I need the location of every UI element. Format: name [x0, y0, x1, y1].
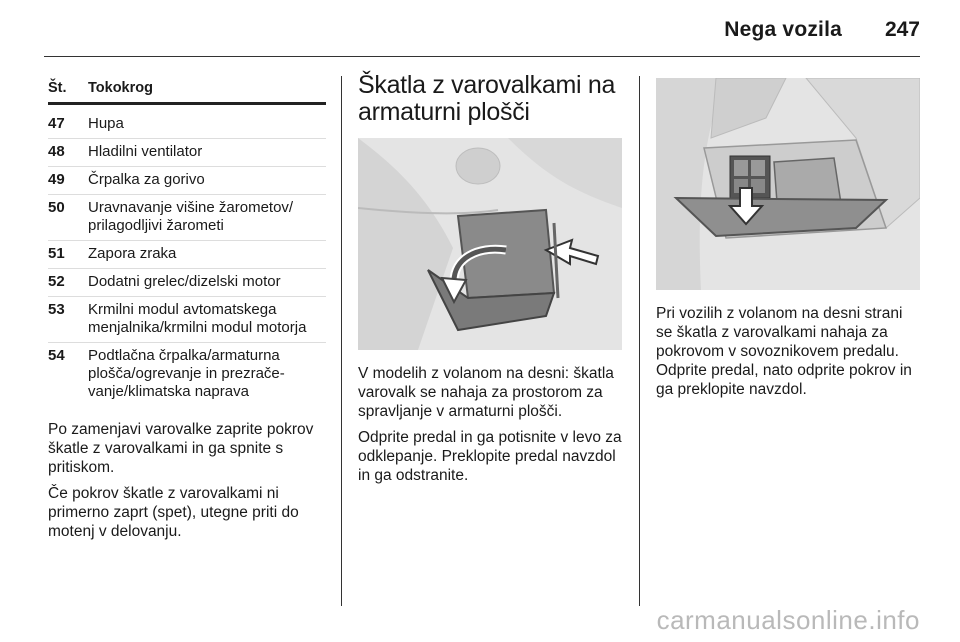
body-paragraph: Pri vozilih z volanom na desni strani se škatla z varovalkami nahaja za pokrovom v sovoznikovem predalu. Odprite predal, nato odprite pokrov in ga preklopite navzdol. [656, 305, 912, 398]
table-row [48, 343, 326, 406]
column-right [656, 78, 922, 406]
fuse-circuit: Zapora zraka [88, 245, 177, 262]
section-title: Škatla z varovalkami na armaturni plošči [358, 71, 616, 126]
fuse-number: 49 [48, 171, 65, 188]
page-number: 247 [884, 18, 920, 41]
column-divider [639, 76, 640, 606]
fuse-number: 53 [48, 301, 65, 318]
glovebox-drawing [358, 138, 622, 350]
table-row [48, 111, 326, 139]
table-row [48, 139, 326, 167]
section-header-title: Nega vozila [724, 18, 842, 41]
fuse-circuit: Črpalka za gorivo [88, 171, 205, 188]
fuse-circuit: Hladilni ventilator [88, 143, 203, 160]
fuse-number: 48 [48, 143, 65, 160]
table-row [48, 241, 326, 269]
fuse-number: 47 [48, 115, 65, 132]
fuse-circuit: Uravnavanje višine žarometov/ prilagodljivi žarometi [88, 199, 294, 234]
fuse-circuit: Podtlačna črpalka/armaturna plošča/ogrevanje in prezrače- vanje/klimatska naprava [88, 347, 285, 400]
table-row [48, 297, 326, 343]
body-paragraph: V modelih z volanom na desni: škatla varovalk se nahaja za prostorom za spravljanje v armaturni plošči. [358, 365, 614, 420]
fuse-number: 50 [48, 199, 65, 216]
fuse-cover-illustration [656, 78, 920, 290]
column-left [48, 80, 326, 548]
fuse-number: 51 [48, 245, 65, 262]
fuse-number: 52 [48, 273, 65, 290]
fuse-table-header-num: Št. [48, 80, 67, 96]
body-paragraph: Če pokrov škatle z varovalkami ni primerno zaprt (spet), utegne priti do motenj v delovanju. [48, 485, 299, 540]
body-paragraph: Odprite predal in ga potisnite v levo za odklepanje. Preklopite predal navzdol in ga odstranite. [358, 429, 622, 484]
fuse-table-header-circuit: Tokokrog [88, 80, 153, 96]
column-divider [341, 76, 342, 606]
fuse-circuit: Hupa [88, 115, 124, 132]
column-middle [358, 72, 628, 492]
fuse-number: 54 [48, 347, 65, 364]
fuse-table-header [48, 80, 326, 105]
watermark: carmanualsonline.info [656, 605, 920, 635]
fuse-cover-drawing [656, 78, 920, 290]
table-row [48, 269, 326, 297]
fuse-table [48, 111, 326, 406]
header-rule [44, 56, 920, 57]
table-row [48, 195, 326, 241]
body-paragraph: Po zamenjavi varovalke zaprite pokrov škatle z varovalkami in ga spnite s pritiskom. [48, 421, 314, 476]
glovebox-illustration [358, 138, 622, 350]
fuse-circuit: Dodatni grelec/dizelski motor [88, 273, 281, 290]
fuse-circuit: Krmilni modul avtomatskega menjalnika/krmilni modul motorja [88, 301, 307, 336]
table-row [48, 167, 326, 195]
